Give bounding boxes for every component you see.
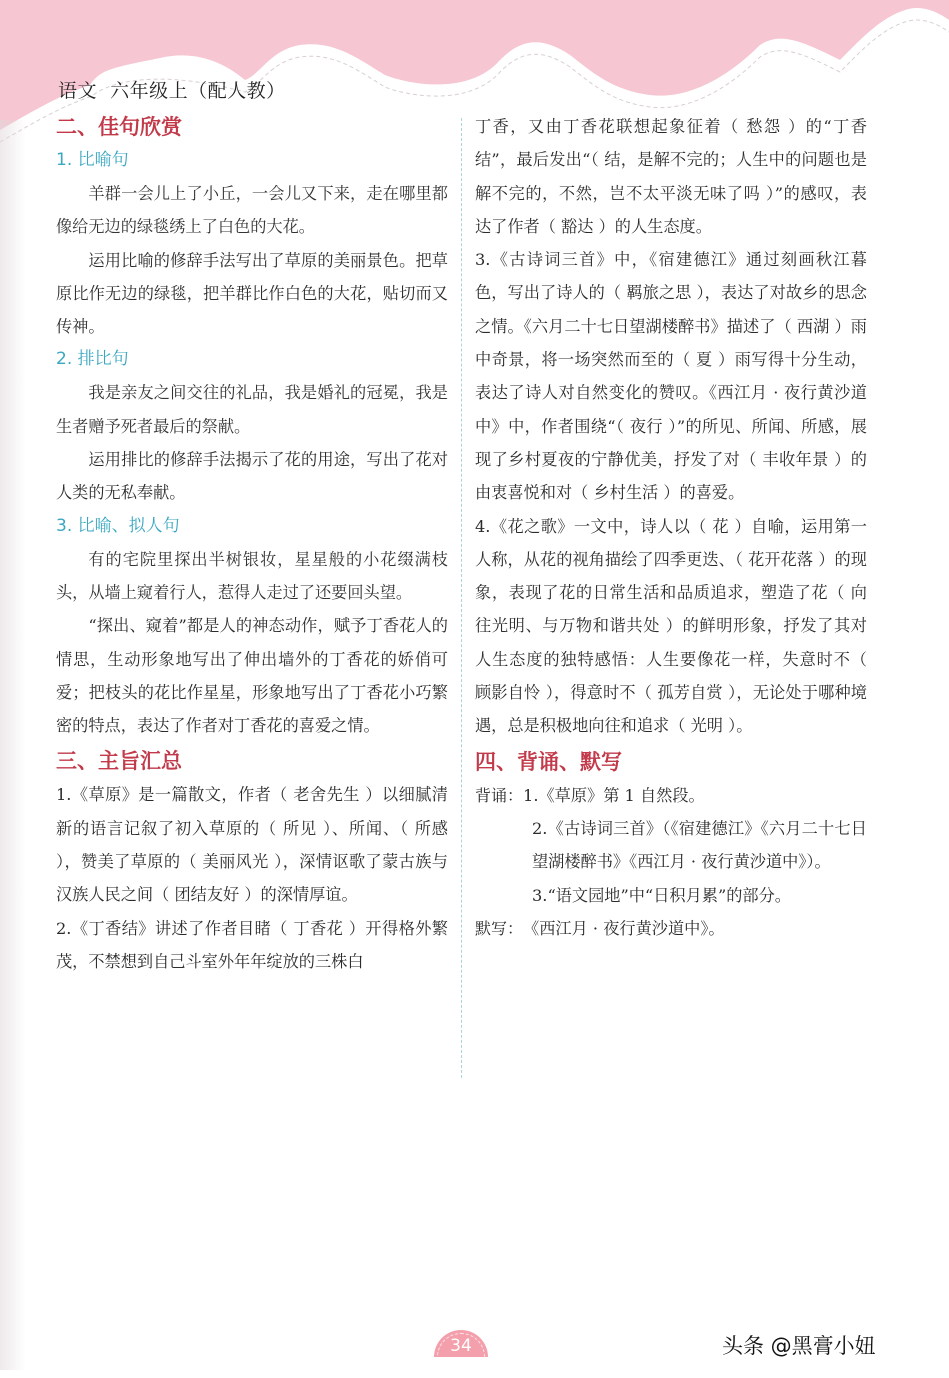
analysis-text: 运用排比的修辞手法揭示了花的用途，写出了花对人类的无私奉献。 [56,450,448,503]
book-title: 语文 六年级上（配人教） [58,80,286,102]
recite-label: 背诵： [475,785,524,805]
quote-text: 有的宅院里探出半树银妆，星星般的小花缀满枝头，从墙上窥着行人，惹得人走过了还要回头望。 [56,549,448,602]
page-number-badge: 34 [434,1330,488,1357]
main-idea-paragraph: 2.《丁香结》讲述了作者目睹（ 丁香花 ）开得格外繁茂，不禁想到自己斗室外年年绽放的三株白 [56,918,448,971]
subheading-metaphor-personification: 3. 比喻、拟人句 [56,515,180,536]
main-idea-paragraph: 丁香，又由丁香花联想起象征着（ 愁怨 ）的“丁香结”，最后发出“（ 结，是解不完的；人生中的问题也是解不完的，不然，岂不太平淡无味了吗 ）”的感叹，表达了作者（ 豁达 ）的人生态度。 [475,117,867,236]
dictation-row [475,912,867,945]
right-column [475,110,867,945]
column-divider [461,118,462,1078]
page-edge-shadow [0,120,26,1370]
main-idea-paragraph: 1.《草原》是一篇散文，作者（ 老舍先生 ）以细腻清新的语言记叙了初入草原的（ 所见 ）、所闻、（ 所感 ），赞美了草原的（ 美丽风光 ），深情讴歌了蒙古族与汉族人民之间（ 团结友好 ）的深情厚谊。 [56,785,448,905]
analysis-text: 运用比喻的修辞手法写出了草原的美丽景色。把草原比作无边的绿毯，把羊群比作白色的大花，贴切而又传神。 [56,250,448,337]
recite-item: 1.《草原》第 1 自然段。 [523,785,705,805]
subheading-metaphor: 1. 比喻句 [56,150,129,170]
section-heading-main-ideas: 三、主旨汇总 [56,749,182,774]
recite-item: 2.《古诗词三首》（《宿建德江》《六月二十七日望湖楼醉书》《西江月 · 夜行黄沙道中》）。 [532,818,867,872]
left-column [56,110,448,978]
recite-item: 3.“语文园地”中“日积月累”的部分。 [532,885,791,905]
quote-text: 羊群一会儿上了小丘，一会儿又下来，走在哪里都像给无边的绿毯绣上了白色的大花。 [56,184,448,237]
subheading-parallelism: 2. 排比句 [56,349,129,370]
section-heading-recite-dictation: 四、背诵、默写 [475,749,622,774]
main-idea-paragraph: 4.《花之歌》一文中，诗人以（ 花 ）自喻，运用第一人称，从花的视角描绘了四季更迭、（ 花开花落 ）的现象，表现了花的日常生活和品质追求，塑造了花（ 向往光明、与万物和谐共处 ）的鲜明形象，抒发了其对人生态度的独特感悟：人生要像花一样，失意时不（ 顾影自怜 ），得意时不（ 孤芳自赏 ），无论处于哪种境遇，总是积极地向往和追求（ 光明 ）。 [475,516,867,736]
quote-text: 我是亲友之间交往的礼品，我是婚礼的冠冕，我是生者赠予死者最后的祭献。 [56,383,448,436]
main-idea-paragraph: 3.《古诗词三首》中，《宿建德江》通过刻画秋江暮色，写出了诗人的（ 羁旅之思 ），表达了对故乡的思念之情。《六月二十七日望湖楼醉书》描述了（ 西湖 ）雨中奇景，将一场突然而至的（ 夏 ）雨写得十分生动，表达了诗人对自然变化的赞叹。《西江月 · 夜行黄沙道中》中，作者围绕“（ 夜行 ）”的所见、所闻、所感，展现了乡村夏夜的宁静优美，抒发了对（ 丰收年景 ）的由衷喜悦和对（ 乡村生活 ）的喜爱。 [475,250,867,503]
section-heading-excellent-sentences: 二、佳句欣赏 [56,115,182,139]
watermark: 头条 @黑膏小妞 [722,1334,876,1358]
recite-row [475,779,867,812]
dictation-label: 默写： [475,918,524,938]
analysis-text: “探出、窥着”都是人的神态动作，赋予丁香花人的情思，生动形象地写出了伸出墙外的丁香花的娇俏可爱；把枝头的花比作星星，形象地写出了丁香花小巧繁密的特点，表达了作者对丁香花的喜爱之情。 [56,616,448,736]
dictation-text: 《西江月 · 夜行黄沙道中》。 [523,918,725,938]
